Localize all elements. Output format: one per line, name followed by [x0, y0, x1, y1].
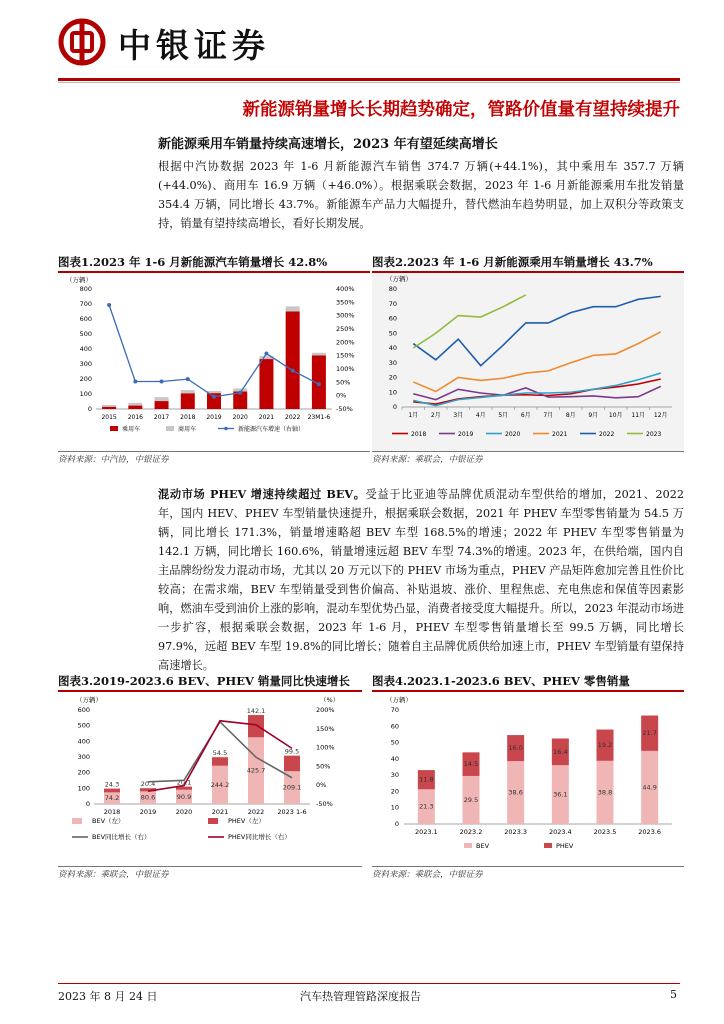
y-tick-label: 200	[77, 768, 90, 777]
figure4-source: 资料来源：乘联会，中银证券	[372, 870, 483, 880]
bar-passenger	[155, 401, 169, 409]
x-tick-label: 2018	[103, 808, 121, 816]
y-tick-label: 0	[394, 820, 399, 828]
footer-page-number: 5	[670, 988, 677, 1001]
x-tick-label: 9月	[588, 412, 599, 419]
legend-label: 商用车	[178, 426, 197, 433]
y-tick-label: 700	[79, 300, 92, 308]
report-header	[0, 0, 724, 80]
axis-unit-label-right: （%）	[320, 696, 340, 704]
growth-point	[264, 352, 268, 356]
footer-report-name: 汽车热管理管路深度报告	[300, 990, 421, 1003]
legend-label: 新能源汽车增速（右轴）	[238, 426, 305, 433]
axis-unit-label: （万辆）	[76, 696, 102, 704]
y2-tick-label: 150%	[336, 351, 355, 360]
y2-tick-label: 200%	[316, 706, 335, 714]
y-tick-label: 200	[79, 375, 92, 383]
y-tick-label: 20	[388, 373, 397, 382]
x-tick-label: 2022	[247, 808, 265, 816]
bar-phev	[104, 789, 120, 793]
figure3-source: 资料来源：乘联会，中银证券	[58, 870, 169, 880]
section-title: 新能源销量增长长期趋势确定，管路价值量有望持续提升	[242, 100, 680, 120]
x-tick-label: 2015	[101, 414, 117, 421]
y-tick-label: 100	[77, 784, 90, 793]
header-rule-thin	[58, 82, 680, 83]
axis-unit-label: （万辆）	[386, 275, 412, 283]
paragraph-1: 根据中汽协数据 2023 年 1-6 月新能源汽车销售 374.7 万辆(+44.1%)，其中乘用车 357.7 万辆(+44.0%)、商用车 16.9 万辆（+46.0%）。根据乘联会数据，2023 年 1-6 月新能源乘用车批发销量 354.4 万辆，同比增长 43.7%。新能源车产品力大幅提升，替代燃油车趋势明显，加上双积分等政策支持，销量有望持续高增长，看好长期发展。	[158, 160, 684, 230]
x-tick-label: 2020	[175, 808, 193, 816]
bar-value-label-phev: 20.1	[176, 778, 192, 787]
x-tick-label: 2023 1-6	[277, 808, 307, 816]
y-tick-label: 40	[388, 344, 397, 352]
bar-value-label-phev: 54.5	[212, 749, 228, 758]
bar-phev	[212, 757, 228, 766]
paragraph-2-lead: 混动市场 PHEV 增速持续超过 BEV。	[158, 487, 366, 501]
figure4-rule	[372, 866, 684, 867]
bar-value-label-bev: 44.9	[642, 783, 657, 792]
y-tick-label: 500	[77, 721, 90, 730]
y2-tick-label: -50%	[336, 405, 353, 413]
y-tick-label: 30	[390, 771, 399, 780]
section-subtitle: 新能源乘用车销量持续高速增长，2023 年有望延续高增长	[158, 137, 498, 152]
legend-label: PHEV	[556, 842, 574, 850]
y-tick-label: 50	[390, 738, 399, 747]
legend-swatch-passenger	[110, 426, 118, 431]
axis-unit-label: （万辆）	[386, 696, 412, 704]
legend-label: BEV	[476, 842, 490, 850]
y-tick-label: 50	[388, 329, 397, 338]
x-tick-label: 23M1-6	[307, 414, 331, 421]
y-tick-label: 30	[388, 358, 397, 367]
bar-value-label-bev: 244.2	[210, 780, 230, 789]
bar-value-label-phev: 11.8	[419, 775, 434, 784]
growth-point	[160, 380, 164, 384]
y2-tick-label: 50%	[316, 762, 331, 771]
x-tick-label: 11月	[631, 412, 646, 419]
bar-value-label-phev: 99.5	[284, 747, 300, 756]
bar-phev	[284, 756, 300, 772]
y2-tick-label: 50%	[336, 378, 351, 387]
x-tick-label: 7月	[543, 412, 554, 419]
y2-tick-label: 350%	[336, 298, 355, 307]
bar-commercial	[181, 390, 195, 393]
bar-value-label-phev: 16.0	[508, 744, 523, 753]
legend-label: 2020	[505, 431, 521, 438]
growth-point	[107, 303, 111, 307]
figure2-rule	[372, 451, 684, 452]
x-tick-label: 2021	[258, 414, 275, 421]
y-tick-label: 300	[77, 753, 90, 761]
y-tick-label: 600	[77, 706, 90, 714]
bar-passenger	[286, 312, 300, 410]
x-tick-label: 10月	[608, 412, 623, 419]
x-tick-label: 8月	[565, 412, 576, 419]
bar-value-label-bev: 21.3	[419, 802, 434, 811]
y-tick-label: 600	[79, 315, 92, 323]
growth-point	[186, 377, 190, 381]
bar-passenger	[128, 406, 142, 409]
growth-point	[317, 382, 321, 386]
growth-point	[212, 395, 216, 399]
bar-value-label-bev: 29.5	[463, 795, 479, 804]
bar-value-label-phev: 21.7	[642, 729, 657, 738]
legend-swatch	[72, 818, 82, 824]
legend-label: BEV同比增长（右）	[92, 833, 151, 841]
y-tick-label: 800	[79, 285, 92, 293]
x-tick-label: 2月	[430, 412, 441, 419]
bar-commercial	[312, 353, 326, 356]
x-tick-label: 2023.5	[593, 828, 617, 836]
x-tick-label: 2023.2	[459, 828, 483, 836]
growth-point	[238, 391, 242, 395]
legend-swatch	[208, 818, 218, 824]
bar-value-label-phev: 142.1	[246, 707, 266, 716]
bar-value-label-phev: 24.3	[104, 780, 120, 789]
figure4-chart	[372, 692, 684, 866]
y2-tick-label: 250%	[336, 325, 355, 333]
y-tick-label: 60	[390, 722, 399, 731]
y-tick-label: 20	[390, 787, 399, 796]
figure1-title: 图表1.2023 年 1-6 月新能源汽车销量增长 42.8%	[58, 253, 370, 273]
y-tick-label: 80	[388, 285, 397, 293]
bank-logo-icon	[58, 18, 106, 66]
x-tick-label: 2023.6	[638, 828, 662, 836]
footer-rule	[58, 983, 680, 984]
y2-tick-label: -50%	[316, 800, 333, 808]
bar-phev	[248, 715, 264, 737]
brand-name: 中银证券	[118, 26, 270, 65]
figure3-title: 图表3.2019-2023.6 BEV、PHEV 销量同比快速增长	[58, 672, 362, 692]
figure2-source: 资料来源：乘联会，中银证券	[372, 455, 483, 465]
figure2-chart	[372, 273, 684, 451]
y-tick-label: 70	[388, 299, 397, 308]
x-tick-label: 2023.3	[504, 828, 528, 836]
figure2-title: 图表2.2023 年 1-6 月新能源乘用车销量增长 43.7%	[372, 253, 684, 273]
legend-swatch-commercial	[166, 426, 174, 431]
legend-label: 2019	[458, 431, 474, 438]
x-tick-label: 2021	[211, 808, 229, 816]
legend-label: 2021	[552, 431, 568, 438]
legend-label: BEV（左）	[92, 817, 125, 825]
bar-value-label-bev: 74.2	[104, 794, 120, 803]
y-tick-label: 60	[388, 314, 397, 323]
bar-commercial	[155, 397, 169, 401]
y2-tick-label: 100%	[316, 743, 335, 752]
figure3-rule	[58, 866, 362, 867]
x-tick-label: 2022	[285, 414, 301, 421]
x-tick-label: 2023.4	[548, 828, 572, 836]
bar-value-label-phev: 14.5	[463, 760, 479, 769]
bar-value-label-phev: 19.2	[597, 741, 613, 750]
bar-passenger	[181, 393, 195, 409]
y-tick-label: 0	[392, 403, 397, 411]
legend-swatch-phev	[544, 843, 552, 848]
x-tick-label: 1月	[408, 412, 419, 419]
legend-swatch-growth-point	[224, 427, 228, 431]
x-tick-label: 2017	[153, 414, 170, 421]
x-tick-label: 2020	[232, 414, 248, 421]
legend-label: 2023	[646, 431, 662, 438]
legend-label: 乘用车	[122, 426, 141, 433]
x-tick-label: 2019	[206, 414, 222, 421]
y-tick-label: 10	[390, 803, 399, 812]
growth-point	[291, 369, 295, 373]
bar-commercial	[286, 306, 300, 311]
y-tick-label: 0	[85, 800, 90, 808]
bar-value-label-bev: 36.1	[553, 790, 568, 799]
bar-value-label-bev: 38.8	[597, 788, 613, 797]
x-tick-label: 2023.1	[414, 828, 438, 836]
header-rule	[58, 78, 680, 81]
legend-label: 2022	[599, 431, 615, 438]
bar-value-label-bev: 209.1	[282, 783, 302, 792]
paragraph-2-body: 受益于比亚迪等品牌优质混动车型供给的增加，2021、2022 年，国内 HEV、PHEV 车型销量快速提升，根据乘联会数据，2021 年 PHEV 车型零售销量为 54.5 万辆，同比增长 171.3%，销量增速略超 BEV 车型 168.5%的增速；2022 年 PHEV 车型零售销量为 142.1 万辆，同比增长 160.6%，销量增速远超 BEV 车型 74.3%的增速。2023 年，在供给端，国内自主品牌纷纷发力混动市场，尤其以 20 万元以下的 PHEV 市场为重点，PHEV 产品矩阵愈加完善且性价比较高；在需求端，BEV 车型销量受到售价偏高、补贴退坡、涨价、里程焦虑、充电焦虑和保值等因素影响，燃油车受到油价上涨的影响，混动车型优势凸显，消费者接受度大幅提升。所以，2023 年混动市场进一步扩容，根据乘联会数据，2023 年 1-6 月，PHEV 车型零售销量增长至 99.5 万辆，同比增长 97.9%，远超 BEV 车型 19.8%的同比增长；随着自主品牌优质供给加速上市，PHEV 车型销量有望保持高速增长。	[158, 488, 684, 672]
y-tick-label: 10	[388, 388, 397, 397]
x-tick-label: 12月	[653, 412, 668, 419]
figure1-chart	[58, 273, 370, 451]
figure1-source: 资料来源：中汽协，中银证券	[58, 455, 169, 465]
bar-value-label-bev: 80.6	[140, 793, 156, 802]
bar-commercial	[128, 403, 142, 406]
y2-tick-label: 0%	[336, 391, 347, 400]
bar-value-label-phev: 20.4	[140, 780, 156, 789]
bar-value-label-phev: 16.4	[553, 747, 568, 756]
y-tick-label: 400	[77, 737, 90, 746]
axis-unit-label: （万辆）	[66, 276, 92, 284]
y2-tick-label: 200%	[336, 338, 355, 347]
y-tick-label: 500	[79, 330, 92, 338]
x-tick-label: 6月	[520, 412, 531, 419]
y-tick-label: 400	[79, 345, 92, 353]
bar-value-label-bev: 90.9	[176, 792, 192, 801]
bar-passenger	[102, 407, 116, 409]
x-tick-label: 2016	[127, 414, 143, 421]
y2-tick-label: 300%	[336, 311, 355, 320]
bar-value-label-bev: 38.6	[508, 788, 523, 797]
y2-tick-label: 0%	[316, 781, 327, 790]
y-tick-label: 0	[87, 405, 92, 413]
y2-tick-label: 400%	[336, 285, 355, 293]
y-tick-label: 300	[79, 360, 92, 368]
figure4-title: 图表4.2023.1-2023.6 BEV、PHEV 零售销量	[372, 672, 684, 692]
bar-value-label-bev: 425.7	[246, 766, 266, 775]
legend-label: PHEV同比增长（右）	[228, 833, 291, 841]
x-tick-label: 2019	[139, 808, 157, 816]
legend-label: PHEV（左）	[228, 817, 265, 825]
x-tick-label: 2018	[180, 414, 196, 421]
x-tick-label: 3月	[453, 412, 464, 419]
y-tick-label: 40	[390, 754, 399, 763]
figure3-chart	[58, 692, 362, 866]
figure1-rule	[58, 451, 370, 452]
paragraph-2	[158, 485, 684, 675]
x-tick-label: 5月	[498, 412, 509, 419]
y-tick-label: 100	[79, 390, 92, 398]
y-tick-label: 70	[390, 706, 399, 714]
legend-swatch-bev	[464, 843, 472, 848]
legend-label: 2018	[411, 431, 427, 438]
bar-passenger	[259, 359, 273, 409]
x-tick-label: 4月	[475, 412, 486, 419]
y2-tick-label: 150%	[316, 724, 335, 733]
y2-tick-label: 100%	[336, 365, 355, 373]
footer-date: 2023 年 8 月 24 日	[58, 990, 158, 1003]
bar-commercial	[102, 405, 116, 407]
growth-point	[133, 380, 137, 384]
